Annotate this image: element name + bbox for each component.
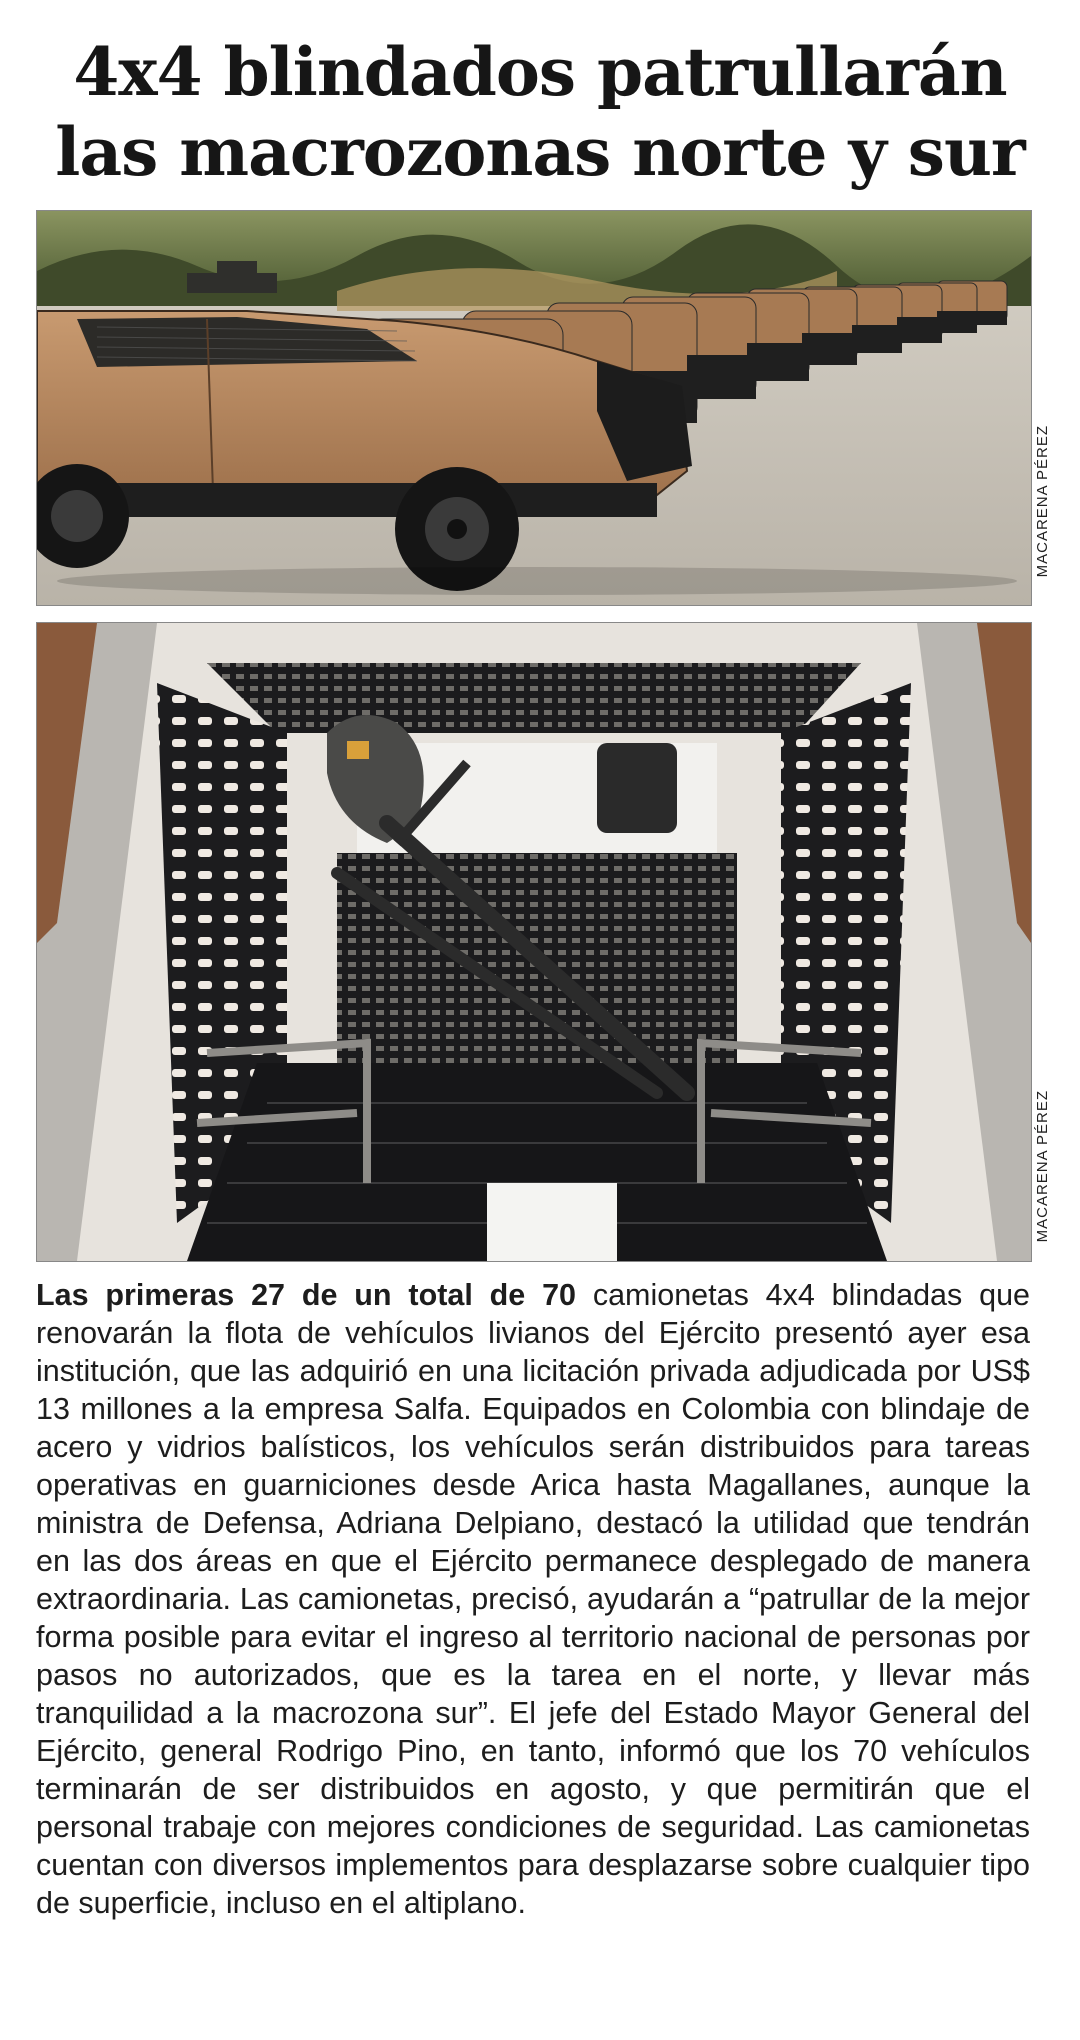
photo-credit-top: MACARENA PÉREZ bbox=[1034, 425, 1051, 578]
headline: 4x4 blindados patrullarán las macrozonas norte y sur bbox=[55, 33, 1025, 191]
article-lead: Las primeras 27 de un total de 70 bbox=[36, 1278, 576, 1312]
article-body-text: camionetas 4x4 blindadas que renovarán la flota de vehículos livianos del Ejército presentó ayer esa institución, que las adquirió en una licitación privada adjudicada por US$ 13 millones a la empresa Salfa. Equipados en Colombia con blindaje de acero y vidrios balísticos, los vehículos serán distribuidos para tareas operativas en guarniciones desde Arica hasta Magallanes, aunque la ministra de Defensa, Adriana Delpiano, destacó la utilidad que tendrán en las dos áreas en que el Ejército permanece desplegado de manera extraordinaria. Las camionetas, precisó, ayudarán a “patrullar de la mejor forma posible para evitar el ingreso al territorio nacional de personas por pasos no autorizados, que es la tarea en el norte, y llevar más tranquilidad a la macrozona sur”. El jefe del Estado Mayor General del Ejército, general Rodrigo Pino, en tanto, informó que los 70 vehículos terminarán de ser distribuidos en agosto, y que permitirán que el personal trabaje con mejores condiciones de seguridad. Las camionetas cuentan con diversos implementos para desplazarse sobre cualquier tipo de superficie, incluso en el altiplano. bbox=[36, 1278, 1030, 1920]
photo-cargo-cage bbox=[36, 622, 1032, 1262]
article-body bbox=[36, 1276, 1030, 1922]
cargo-cage-illustration bbox=[37, 623, 1031, 1261]
photo-credit-bottom: MACARENA PÉREZ bbox=[1034, 1090, 1051, 1243]
photo-vehicles-row bbox=[36, 210, 1032, 606]
vehicles-row-illustration bbox=[37, 211, 1031, 605]
